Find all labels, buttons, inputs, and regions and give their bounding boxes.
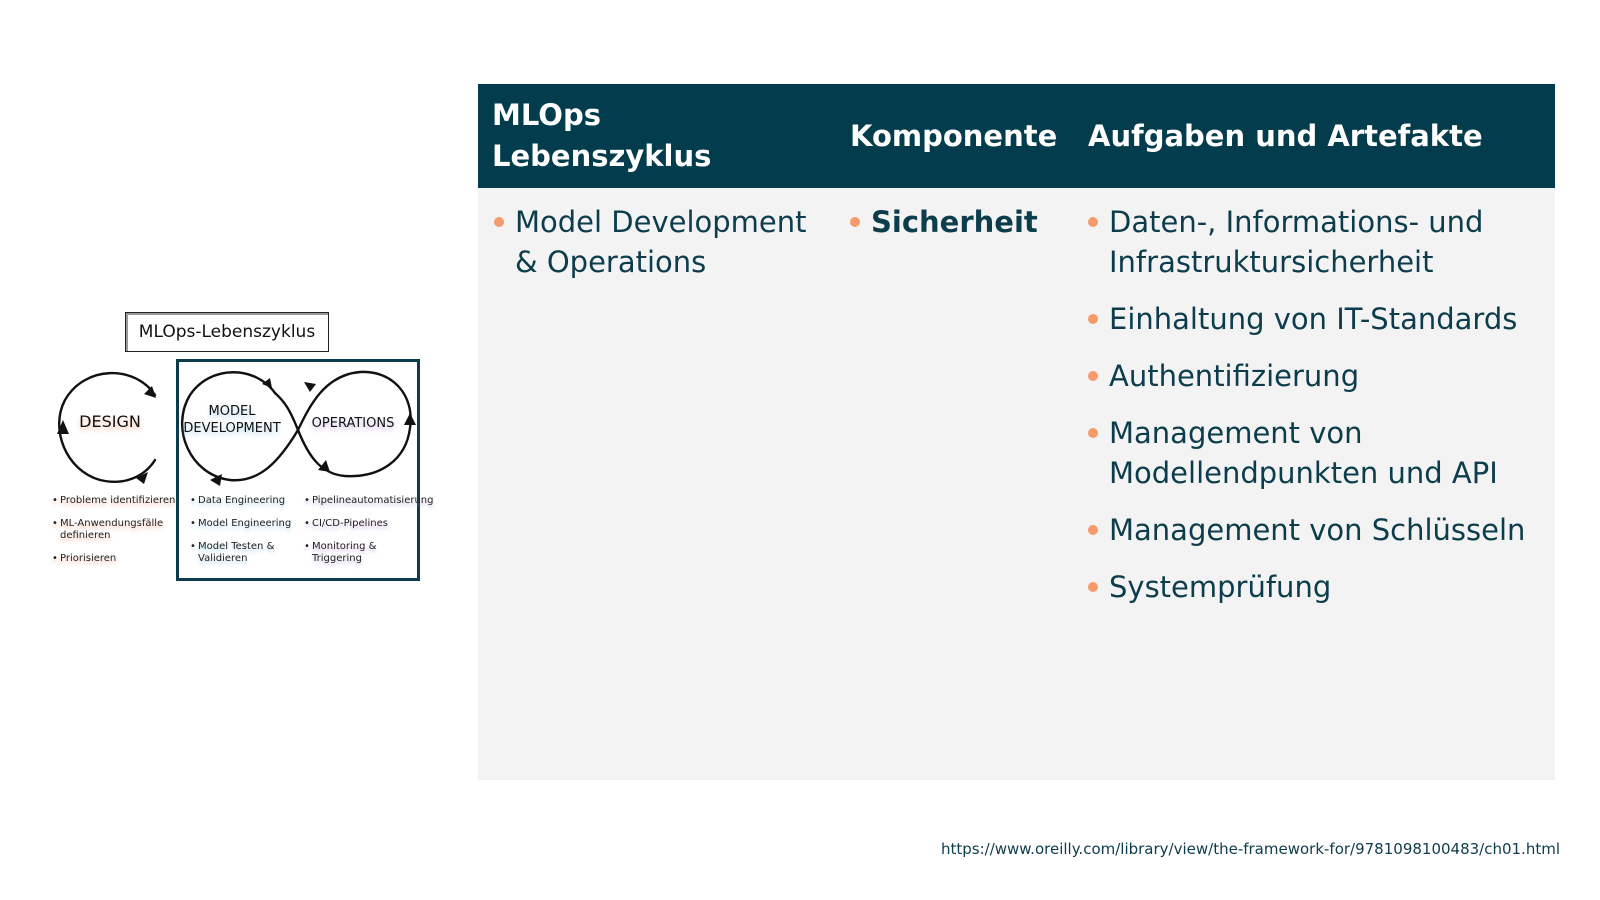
mlops-lifecycle-sketch bbox=[40, 310, 440, 600]
list-item: Sicherheit bbox=[834, 202, 1084, 242]
tasks-column bbox=[1072, 202, 1542, 624]
list-item: Systemprüfung bbox=[1072, 567, 1542, 607]
security-table bbox=[478, 84, 1555, 780]
list-item: Management von Schlüsseln bbox=[1072, 510, 1542, 550]
design-items-list bbox=[52, 495, 176, 576]
design-item: • Probleme identifizieren bbox=[52, 495, 176, 507]
list-item: Daten-, Informations- und Infrastruktursicherheit bbox=[1072, 202, 1542, 282]
table-header bbox=[478, 84, 1555, 188]
model-item: • Model Testen & Validieren bbox=[190, 541, 300, 565]
ops-item: • Monitoring & Triggering bbox=[304, 541, 420, 565]
stage-model-development-label: MODEL DEVELOPMENT bbox=[183, 404, 281, 436]
lifecycle-column bbox=[478, 202, 818, 299]
header-lifecycle: MLOps Lebenszyklus bbox=[492, 98, 712, 173]
list-item: Einhaltung von IT-Standards bbox=[1072, 299, 1542, 339]
stage-design-label: DESIGN bbox=[79, 412, 141, 431]
model-item: • Model Engineering bbox=[190, 518, 300, 530]
source-url: https://www.oreilly.com/library/view/the-framework-for/9781098100483/ch01.html bbox=[940, 840, 1560, 858]
design-item: • ML-Anwendungsfälle definieren bbox=[52, 518, 176, 542]
sketch-title: MLOps-Lebenszyklus bbox=[125, 312, 329, 352]
ops-item: • CI/CD-Pipelines bbox=[304, 518, 420, 530]
ops-item: • Pipelineautomatisierung bbox=[304, 495, 420, 507]
header-tasks: Aufgaben und Artefakte bbox=[1088, 118, 1483, 153]
stage-operations-label: OPERATIONS bbox=[311, 416, 395, 431]
list-item: Management von Modellendpunkten und API bbox=[1072, 413, 1542, 493]
list-item: Authentifizierung bbox=[1072, 356, 1542, 396]
design-item: • Priorisieren bbox=[52, 553, 176, 565]
model-item: • Data Engineering bbox=[190, 495, 300, 507]
component-column bbox=[834, 202, 1084, 259]
header-component: Komponente bbox=[850, 118, 1058, 153]
model-items-list bbox=[190, 495, 300, 576]
list-item: Model Development & Operations bbox=[478, 202, 818, 282]
ops-items-list bbox=[304, 495, 434, 576]
